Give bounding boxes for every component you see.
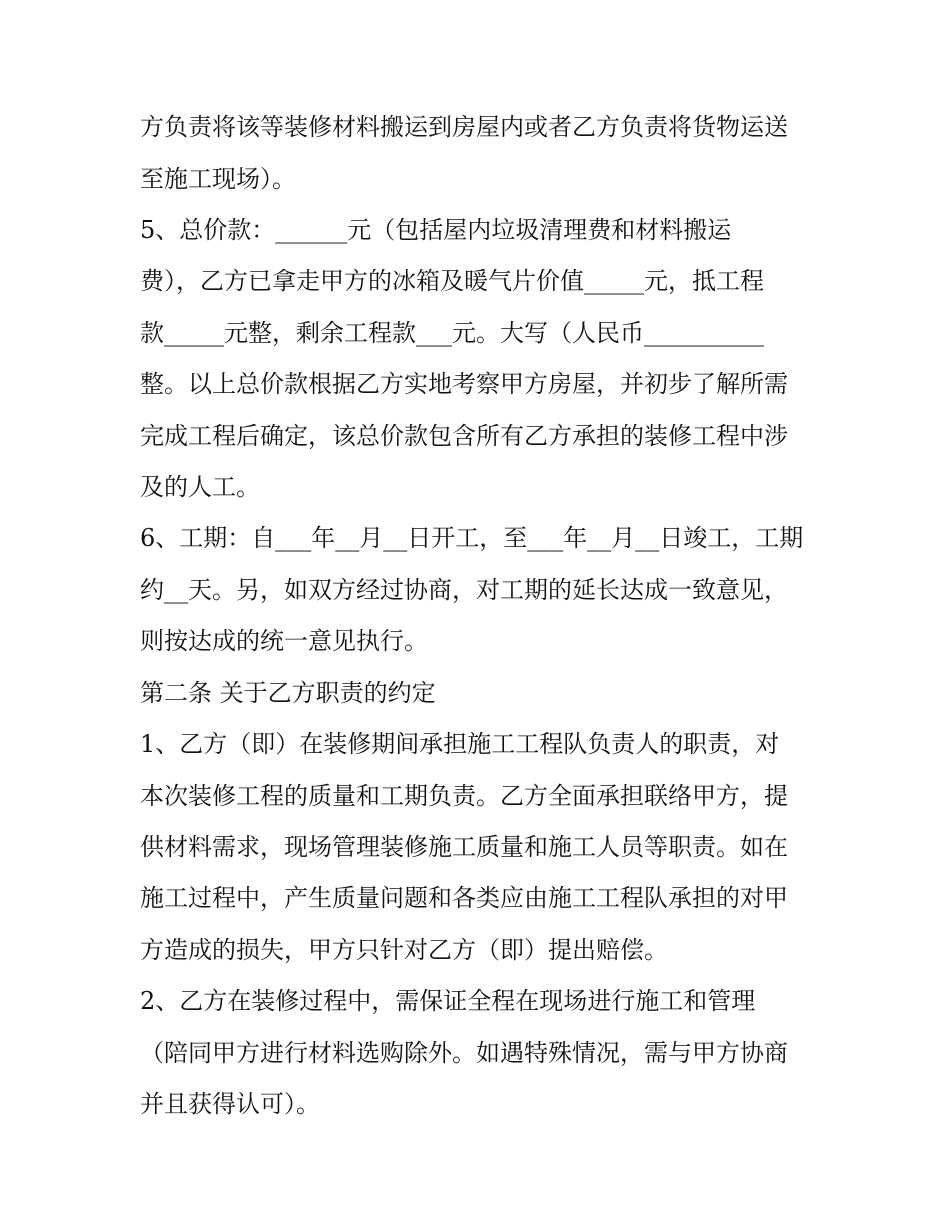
text-line: （陪同甲方进行材料选购除外。如遇特殊情况，需与甲方协商 (140, 1039, 788, 1067)
text-line: 并且获得认可）。 (140, 1090, 320, 1118)
text-line: 款_____元整，剩余工程款___元。大写（人民币__________ (140, 319, 764, 347)
text-line: 供材料需求，现场管理装修施工质量和施工人员等职责。如在 (140, 833, 788, 861)
text-line: 本次装修工程的质量和工期负责。乙方全面承担联络甲方，提 (140, 782, 788, 810)
text-line: 约__天。另，如双方经过协商，对工期的延长达成一致意见， (140, 576, 788, 604)
text-line: 方负责将该等装修材料搬运到房屋内或者乙方负责将货物运送 (140, 113, 788, 141)
text-line: 完成工程后确定，该总价款包含所有乙方承担的装修工程中涉 (140, 422, 788, 450)
text-line: 1、乙方（即）在装修期间承担施工工程队负责人的职责，对 (140, 730, 780, 758)
text-line: 费），乙方已拿走甲方的冰箱及暖气片价值_____元，抵工程 (140, 267, 764, 295)
text-line: 6、工期：自___年__月__日开工，至___年__月__日竣工，工期 (140, 524, 804, 552)
text-line: 至施工现场）。 (140, 165, 296, 193)
text-line: 5、总价款：______元（包括屋内垃圾清理费和材料搬运 (140, 216, 732, 244)
text-line: 2、乙方在装修过程中，需保证全程在现场进行施工和管理 (140, 987, 756, 1015)
text-line: 则按达成的统一意见执行。 (140, 627, 428, 655)
text-line: 及的人工。 (140, 473, 260, 501)
text-line: 方造成的损失，甲方只针对乙方（即）提出赔偿。 (140, 936, 668, 964)
text-line: 施工过程中，产生质量问题和各类应由施工工程队承担的对甲 (140, 884, 788, 912)
section-heading: 第二条 关于乙方职责的约定 (140, 679, 436, 707)
text-line: 整。以上总价款根据乙方实地考察甲方房屋，并初步了解所需 (140, 370, 788, 398)
